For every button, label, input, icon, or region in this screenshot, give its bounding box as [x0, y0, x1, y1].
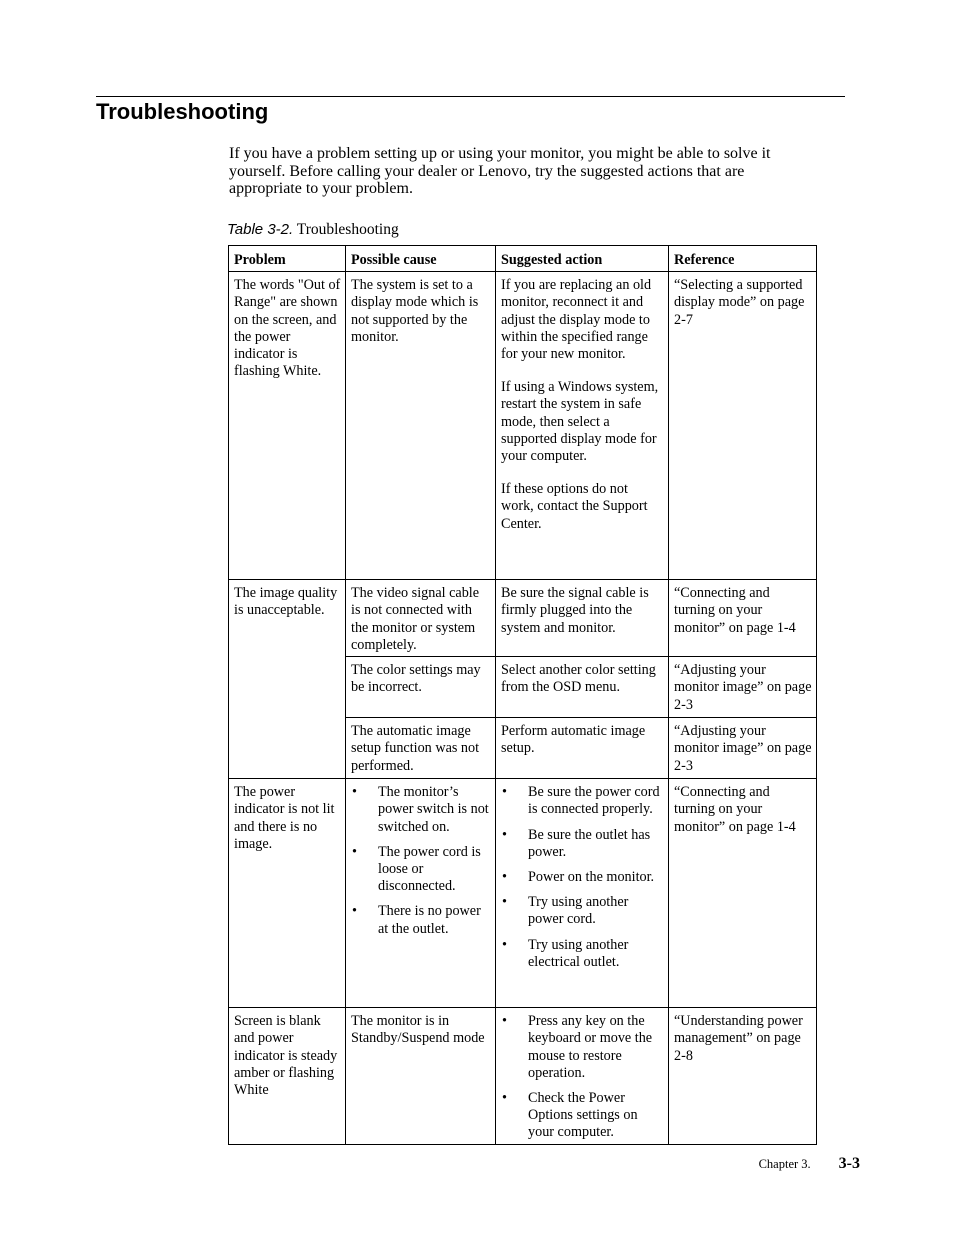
page-number: 3-3	[838, 1155, 860, 1172]
action-cell: Select another color setting from the OSD menu.	[496, 657, 669, 718]
cause-cell: The automatic image setup function was not performed.	[346, 718, 496, 779]
reference-cell: “Connecting and turning on your monitor” on page 1-4	[669, 779, 817, 1008]
list-item: • Power on the monitor.	[501, 869, 664, 886]
intro-paragraph: If you have a problem setting up or using your monitor, you might be able to solve it yourself. Before calling your dealer or Lenovo, try the suggested actions that are appropriate to your problem.	[229, 145, 771, 197]
reference-cell: “Understanding power management” on page 2-8	[669, 1008, 817, 1145]
table-row	[229, 272, 817, 580]
problem-cell: The power indicator is not lit and there is no image.	[229, 779, 346, 1008]
cause-cell	[346, 779, 496, 1008]
action-cell: Perform automatic image setup.	[496, 718, 669, 779]
list-item: • Check the Power Options settings on your computer.	[501, 1090, 664, 1142]
table-header-row	[229, 246, 817, 272]
action-cell	[496, 272, 669, 580]
list-item: • Press any key on the keyboard or move the mouse to restore operation.	[501, 1013, 664, 1082]
problem-cell: The words "Out of Range" are shown on the screen, and the power indicator is flashing White.	[229, 272, 346, 580]
reference-cell: “Adjusting your monitor image” on page 2-3	[669, 657, 817, 718]
action-list	[501, 784, 664, 971]
list-item: • The power cord is loose or disconnected.	[351, 844, 491, 896]
header-problem: Problem	[229, 246, 346, 272]
list-item: • There is no power at the outlet.	[351, 903, 491, 937]
header-possible-cause: Possible cause	[346, 246, 496, 272]
list-item: • Be sure the power cord is connected properly.	[501, 784, 664, 818]
action-cell	[496, 779, 669, 1008]
problem-cell: Screen is blank and power indicator is steady amber or flashing White	[229, 1008, 346, 1145]
list-item: • Try using another electrical outlet.	[501, 937, 664, 971]
page-footer	[759, 1155, 860, 1173]
table-caption-label: Table 3-2.	[227, 221, 294, 238]
reference-cell: “Selecting a supported display mode” on page 2-7	[669, 272, 817, 580]
table-row	[229, 580, 817, 657]
cause-cell: The video signal cable is not connected with the monitor or system completely.	[346, 580, 496, 657]
header-reference: Reference	[669, 246, 817, 272]
troubleshooting-table	[228, 245, 817, 1145]
table-caption-title: Troubleshooting	[296, 221, 399, 238]
list-item: • Be sure the outlet has power.	[501, 827, 664, 861]
table-row	[229, 779, 817, 1008]
page-title: Troubleshooting	[96, 99, 269, 124]
reference-cell: “Adjusting your monitor image” on page 2-3	[669, 718, 817, 779]
problem-cell: The image quality is unacceptable.	[229, 580, 346, 779]
table-row	[229, 1008, 817, 1145]
action-paragraph: If these options do not work, contact the Support Center.	[501, 481, 648, 532]
action-cell: Be sure the signal cable is firmly plugged into the system and monitor.	[496, 580, 669, 657]
chapter-label: Chapter 3.	[758, 1157, 811, 1171]
action-list	[501, 1013, 664, 1141]
cause-list	[351, 784, 491, 938]
cause-cell: The system is set to a display mode which is not supported by the monitor.	[346, 272, 496, 580]
action-paragraph: If using a Windows system, restart the system in safe mode, then select a supported display mode for your computer.	[501, 379, 659, 465]
reference-cell: “Connecting and turning on your monitor” on page 1-4	[669, 580, 817, 657]
table-caption	[227, 221, 399, 239]
cause-cell: The monitor is in Standby/Suspend mode	[346, 1008, 496, 1145]
header-suggested-action: Suggested action	[496, 246, 669, 272]
cause-cell: The color settings may be incorrect.	[346, 657, 496, 718]
action-paragraph: If you are replacing an old monitor, reconnect it and adjust the display mode to within the specified range for your new monitor.	[501, 277, 652, 363]
list-item: • The monitor’s power switch is not switched on.	[351, 784, 491, 836]
header-rule	[96, 96, 845, 97]
list-item: • Try using another power cord.	[501, 894, 664, 928]
action-cell	[496, 1008, 669, 1145]
